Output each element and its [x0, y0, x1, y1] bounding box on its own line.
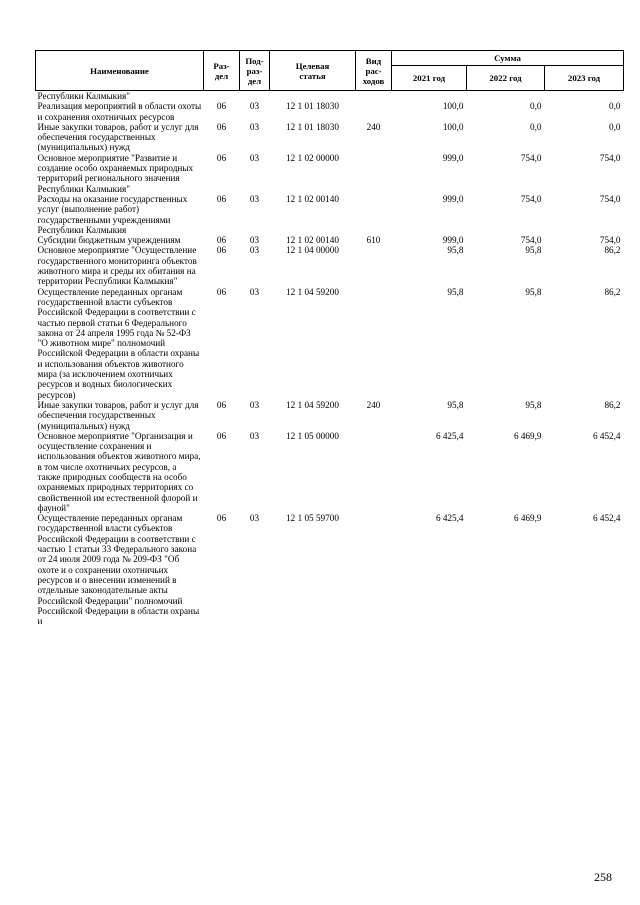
row-razdel: 06 [216, 152, 227, 163]
row-sum-2021: 6 425,4 [435, 430, 464, 441]
row-sum-2022: 754,0 [520, 235, 542, 246]
row-razdel: 06 [216, 399, 227, 410]
row-name: Республики Калмыкия" [37, 91, 130, 101]
page-number: 258 [594, 870, 612, 884]
row-name: Иные закупки товаров, работ и услуг для обеспечения государственных (муниципальных) нужд [37, 399, 199, 431]
row-vid [356, 91, 392, 102]
row-razdel: 06 [216, 235, 227, 246]
table-body [36, 91, 624, 627]
row-target: 12 1 05 59700 [286, 513, 339, 524]
table-row [36, 287, 624, 400]
row-sum-2021: 95,8 [447, 399, 464, 410]
row-sum-2022: 6 469,9 [513, 513, 542, 524]
row-podrazdel: 03 [249, 399, 260, 410]
row-sum-2021: 6 425,4 [435, 513, 464, 524]
row-target: 12 1 04 00000 [286, 245, 339, 256]
row-sum-2023: 86,2 [604, 245, 621, 256]
row-podrazdel: 03 [249, 235, 260, 246]
table-row [36, 245, 624, 286]
table-row [36, 513, 624, 626]
row-sum-2022: 0,0 [530, 121, 542, 132]
row-sum-2022: 0,0 [530, 101, 542, 112]
row-target [270, 91, 356, 102]
header-year-2021: 2021 год [392, 66, 467, 91]
row-sum-2023: 754,0 [599, 193, 621, 204]
row-name: Расходы на оказание государственных услуг (выполнение работ) государственными учреждениями Республики Калмыкия [37, 193, 188, 235]
row-target: 12 1 01 18030 [286, 101, 339, 112]
row-name: Иные закупки товаров, работ и услуг для обеспечения государственных (муниципальных) нужд [37, 121, 199, 153]
header-vid [356, 51, 392, 91]
header-razdel [204, 51, 240, 91]
row-sum-2023: 754,0 [599, 152, 621, 163]
row-vid [356, 513, 392, 626]
row-sum-2022: 95,8 [525, 286, 542, 297]
row-target: 12 1 02 00140 [286, 193, 339, 204]
row-podrazdel: 03 [249, 513, 260, 524]
table-row [36, 91, 624, 102]
row-podrazdel: 03 [249, 286, 260, 297]
row-sum-2022 [467, 91, 545, 102]
row-sum-2021 [392, 91, 467, 102]
header-razdel-label: Раз- дел [213, 60, 230, 81]
row-podrazdel: 03 [249, 152, 260, 163]
row-sum-2021: 95,8 [447, 286, 464, 297]
row-podrazdel: 03 [249, 101, 260, 112]
row-sum-2023: 0,0 [609, 121, 621, 132]
row-podrazdel: 03 [249, 121, 260, 132]
header-vid-label: Вид рас- ходов [362, 55, 385, 86]
table-row [36, 431, 624, 513]
row-sum-2021: 999,0 [442, 193, 464, 204]
row-sum-2022: 95,8 [525, 399, 542, 410]
table-row [36, 122, 624, 153]
row-sum-2023: 6 452,4 [592, 513, 621, 524]
header-name: Наименование [36, 51, 204, 91]
row-vid [356, 245, 392, 286]
row-sum-2023: 754,0 [599, 235, 621, 246]
header-year-2022: 2022 год [467, 66, 545, 91]
row-target: 12 1 05 00000 [286, 430, 339, 441]
row-sum-2022: 6 469,9 [513, 430, 542, 441]
row-sum-2021: 999,0 [442, 235, 464, 246]
row-razdel: 06 [216, 121, 227, 132]
row-sum-2022: 754,0 [520, 152, 542, 163]
row-sum-2021: 100,0 [442, 121, 464, 132]
row-razdel: 06 [216, 430, 227, 441]
row-target: 12 1 02 00140 [286, 235, 339, 246]
row-name: Основное мероприятие "Организация и осуществление сохранения и использования объектов животного мира, в том числе охотничьих ресурсов, а также природных сообществ на особо охраняемых природных территориях со свойственной им естественной флорой и фауной" [37, 430, 201, 513]
row-razdel: 06 [216, 286, 227, 297]
row-razdel [204, 91, 240, 102]
header-summa: Сумма [392, 51, 624, 66]
row-podrazdel: 03 [249, 430, 260, 441]
header-year-2023: 2023 год [545, 66, 624, 91]
row-vid [356, 431, 392, 513]
row-sum-2023: 86,2 [604, 399, 621, 410]
row-vid [356, 194, 392, 235]
table-header [36, 51, 624, 91]
row-vid: 610 [366, 235, 381, 246]
header-target-label: Целевая статья [295, 60, 330, 81]
row-vid [356, 101, 392, 122]
row-sum-2023: 86,2 [604, 286, 621, 297]
table-row [36, 400, 624, 431]
table-row [36, 153, 624, 194]
row-sum-2021: 999,0 [442, 152, 464, 163]
row-podrazdel: 03 [249, 193, 260, 204]
header-target [270, 51, 356, 91]
row-sum-2023: 6 452,4 [592, 430, 621, 441]
table-row [36, 235, 624, 245]
row-name: Субсидии бюджетным учреждениям [37, 235, 181, 246]
row-target: 12 1 04 59200 [286, 399, 339, 410]
row-razdel: 06 [216, 101, 227, 112]
row-vid: 240 [366, 399, 381, 410]
row-vid [356, 153, 392, 194]
row-vid: 240 [366, 121, 381, 132]
row-sum-2021: 95,8 [447, 245, 464, 256]
table-row [36, 194, 624, 235]
header-podrazdel-label: Под- раз- дел [245, 55, 264, 86]
row-razdel: 06 [216, 193, 227, 204]
row-target: 12 1 02 00000 [286, 152, 339, 163]
row-target: 12 1 04 59200 [286, 286, 339, 297]
header-podrazdel [240, 51, 270, 91]
row-target: 12 1 01 18030 [286, 121, 339, 132]
row-razdel: 06 [216, 245, 227, 256]
row-sum-2022: 95,8 [525, 245, 542, 256]
row-sum-2022: 754,0 [520, 193, 542, 204]
table-row [36, 101, 624, 122]
row-razdel: 06 [216, 513, 227, 524]
row-sum-2023 [545, 91, 624, 102]
row-name: Реализация мероприятий в области охоты и сохранения охотничьих ресурсов [37, 101, 202, 122]
row-name: Осуществление переданных органам государственной власти субъектов Российской Федерации в соответствии с частью первой статьи 6 Федерального закона от 24 апреля 1995 года № 52-ФЗ "О животном мире" полномочий Российской Федерации в области охраны и использования объектов животного мира (за исключением охотничьих ресурсов и водных биологических ресурсов) [37, 286, 200, 400]
row-sum-2023: 0,0 [609, 101, 621, 112]
row-podrazdel: 03 [249, 245, 260, 256]
row-podrazdel [240, 91, 270, 102]
budget-table [35, 50, 624, 626]
row-sum-2021: 100,0 [442, 101, 464, 112]
row-name: Основное мероприятие "Развитие и создание особо охраняемых природных территорий регионального значения Республики Калмыкия" [37, 152, 194, 194]
row-name: Осуществление переданных органам государственной власти субъектов Российской Федерации в соответствии с частью 1 статьи 33 Федерального закона от 24 июля 2009 года № 209-ФЗ "Об охоте и о сохранении охотничьих ресурсов и о внесении изменений в отдельные законодательные акты Российской Федерации" полномочий Российской Федерации в области охраны и [37, 513, 200, 627]
row-vid [356, 287, 392, 400]
row-name: Основное мероприятие "Осуществление государственного мониторинга объектов животного мира и среды их обитания на территории Республики Калмыкия" [37, 245, 197, 287]
